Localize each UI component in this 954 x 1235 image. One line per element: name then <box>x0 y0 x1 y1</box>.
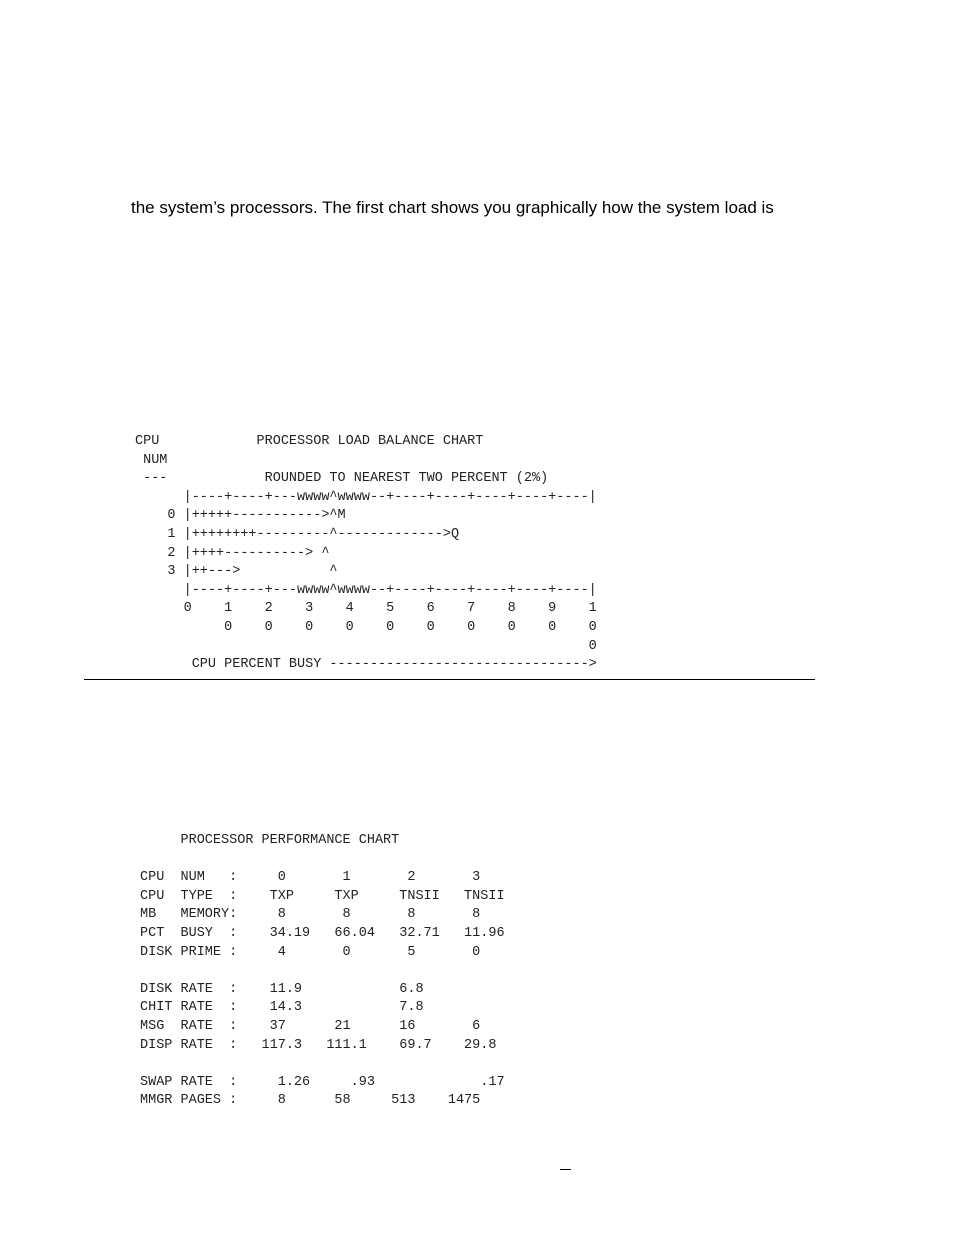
load-chart-line-0: CPU PROCESSOR LOAD BALANCE CHART <box>135 434 484 449</box>
processor-load-balance-chart <box>135 433 597 675</box>
load-chart-line-3: |----+----+---wwww^wwww--+----+----+----+----+----| <box>135 489 597 505</box>
perf-chart-line-2: CPU NUM : 0 1 2 3 <box>140 870 481 886</box>
perf-chart-line-4: MB MEMORY: 8 8 8 8 <box>140 907 481 923</box>
load-chart-line-12: CPU PERCENT BUSY --------------------------------> <box>135 657 597 673</box>
load-chart-line-9: 0 1 2 3 4 5 6 7 8 9 1 <box>135 601 597 617</box>
load-chart-line-11: 0 <box>135 638 597 654</box>
perf-chart-line-8: DISK RATE : 11.9 6.8 <box>140 981 424 997</box>
perf-chart-line-5: PCT BUSY : 34.19 66.04 32.71 11.96 <box>140 925 505 941</box>
load-chart-line-7: 3 |++---> ^ <box>135 564 338 580</box>
perf-chart-line-14: MMGR PAGES : 8 58 513 1475 <box>140 1093 481 1109</box>
load-chart-line-10: 0 0 0 0 0 0 0 0 0 0 <box>135 619 597 635</box>
perf-chart-line-10: MSG RATE : 37 21 16 6 <box>140 1018 481 1034</box>
perf-chart-line-6: DISK PRIME : 4 0 5 0 <box>140 944 481 960</box>
horizontal-rule <box>84 679 815 680</box>
load-chart-line-4: 0 |+++++----------->^M <box>135 508 346 524</box>
perf-chart-line-11: DISP RATE : 117.3 111.1 69.7 29.8 <box>140 1037 497 1053</box>
load-chart-line-1: NUM <box>135 452 168 468</box>
load-chart-line-8: |----+----+---wwww^wwww--+----+----+----+----+----| <box>135 582 597 598</box>
perf-chart-line-9: CHIT RATE : 14.3 7.8 <box>140 1000 424 1016</box>
perf-chart-line-13: SWAP RATE : 1.26 .93 .17 <box>140 1074 505 1090</box>
perf-chart-line-3: CPU TYPE : TXP TXP TNSII TNSII <box>140 888 505 904</box>
perf-chart-line-0: PROCESSOR PERFORMANCE CHART <box>140 833 400 848</box>
footer-dash <box>560 1169 571 1170</box>
load-chart-line-5: 1 |++++++++---------^------------->Q <box>135 526 460 542</box>
load-chart-line-2: --- ROUNDED TO NEAREST TWO PERCENT (2%) <box>135 471 549 487</box>
intro-paragraph: the system’s processors. The first chart shows you graphically how the system load is <box>131 198 774 217</box>
load-chart-line-6: 2 |++++----------> ^ <box>135 545 330 561</box>
processor-performance-chart <box>140 832 505 1111</box>
